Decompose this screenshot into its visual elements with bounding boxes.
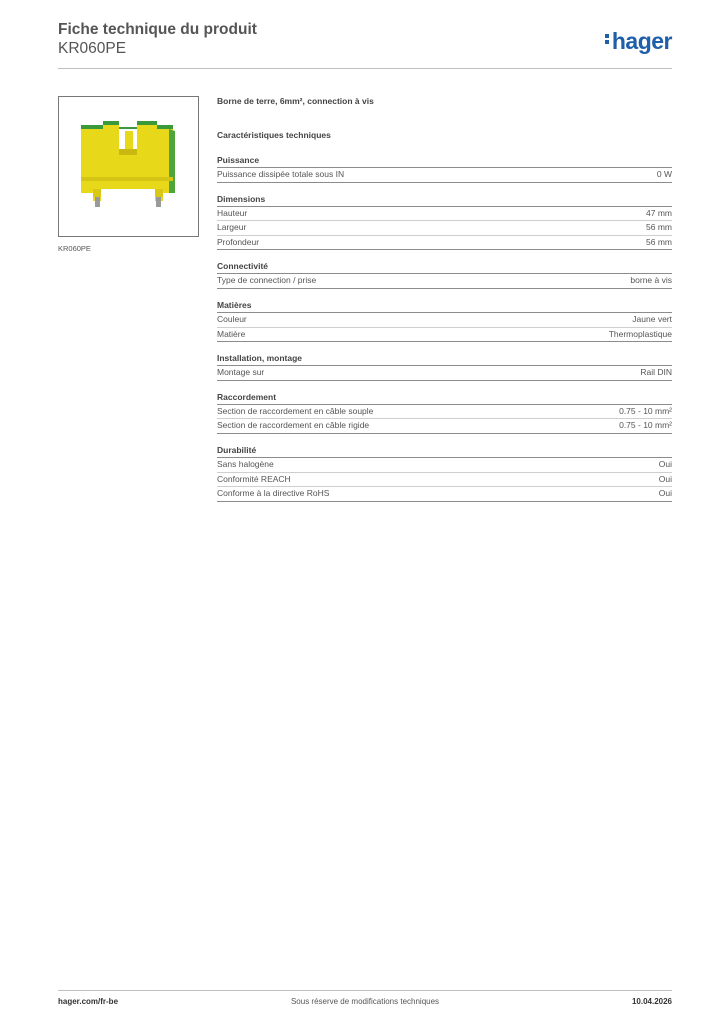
spec-label: Matière [217, 328, 246, 339]
document-header [58, 20, 257, 58]
spec-label: Type de connection / prise [217, 275, 317, 286]
section-title: Connectivité [217, 261, 672, 274]
footer-notice: Sous réserve de modifications techniques [290, 997, 440, 1006]
spec-value: Jaune vert [632, 313, 672, 324]
section-6 [217, 445, 672, 502]
characteristics-sections [217, 155, 672, 502]
spec-label: Largeur [217, 222, 247, 233]
spec-value: 0.75 - 10 mm² [619, 405, 672, 416]
product-description: Borne de terre, 6mm², connection à vis [217, 96, 374, 106]
section-0 [217, 155, 672, 183]
spec-row [217, 419, 672, 434]
spec-label: Section de raccordement en câble rigide [217, 420, 370, 431]
spec-label: Montage sur [217, 367, 265, 378]
spec-label: Conforme à la directive RoHS [217, 488, 330, 499]
spec-value: Rail DIN [640, 367, 672, 378]
spec-row [217, 221, 672, 236]
footer-date: 10.04.2026 [631, 997, 672, 1006]
spec-label: Profondeur [217, 236, 260, 247]
spec-label: Section de raccordement en câble souple [217, 405, 374, 416]
technical-content [217, 96, 672, 502]
spec-row [217, 405, 672, 420]
spec-row [217, 236, 672, 251]
section-title: Durabilité [217, 445, 672, 458]
spec-value: borne à vis [630, 275, 672, 286]
header-divider [58, 68, 672, 69]
spec-row [217, 168, 672, 183]
spec-label: Couleur [217, 313, 247, 324]
spec-row [217, 366, 672, 381]
spec-row [217, 274, 672, 289]
section-1 [217, 194, 672, 251]
document-title: Fiche technique du produit [58, 21, 257, 38]
characteristics-title: Caractéristiques techniques [217, 130, 331, 140]
spec-row [217, 458, 672, 473]
spec-value: Oui [658, 458, 672, 469]
section-title: Installation, montage [217, 353, 672, 366]
spec-row [217, 328, 672, 343]
product-image-frame [58, 96, 199, 237]
logo-text: hager [611, 28, 672, 54]
spec-value: 0 W [656, 169, 672, 179]
section-3 [217, 300, 672, 342]
section-title: Puissance [217, 155, 672, 168]
spec-value: 56 mm [646, 236, 672, 247]
spec-row [217, 487, 672, 502]
terminal-block-image [59, 97, 198, 236]
terminal-green-top [81, 121, 173, 129]
spec-value: Oui [658, 473, 672, 484]
section-title: Raccordement [217, 392, 672, 405]
product-image-caption: KR060PE [58, 244, 91, 253]
spec-value: Oui [658, 488, 672, 499]
spec-value: 0.75 - 10 mm² [619, 420, 672, 431]
spec-value: 56 mm [646, 222, 672, 233]
section-4 [217, 353, 672, 381]
spec-row [217, 207, 672, 222]
terminal-green-side [169, 129, 175, 193]
section-title: Dimensions [217, 194, 672, 207]
spec-value: 47 mm [646, 207, 672, 218]
section-2 [217, 261, 672, 289]
section-5 [217, 392, 672, 434]
hager-logo [605, 28, 672, 55]
spec-row [217, 313, 672, 328]
footer-divider [58, 990, 672, 991]
spec-label: Puissance dissipée totale sous IN [217, 169, 345, 179]
product-reference: KR060PE [58, 40, 127, 57]
spec-label: Conformité REACH [217, 473, 291, 484]
spec-row [217, 473, 672, 488]
spec-value: Thermoplastique [608, 328, 672, 339]
spec-label: Hauteur [217, 207, 248, 218]
section-title: Matières [217, 300, 672, 313]
logo-dots-icon [605, 32, 610, 46]
spec-label: Sans halogène [217, 458, 274, 469]
footer-website-link[interactable]: hager.com/fr-be [58, 997, 119, 1006]
